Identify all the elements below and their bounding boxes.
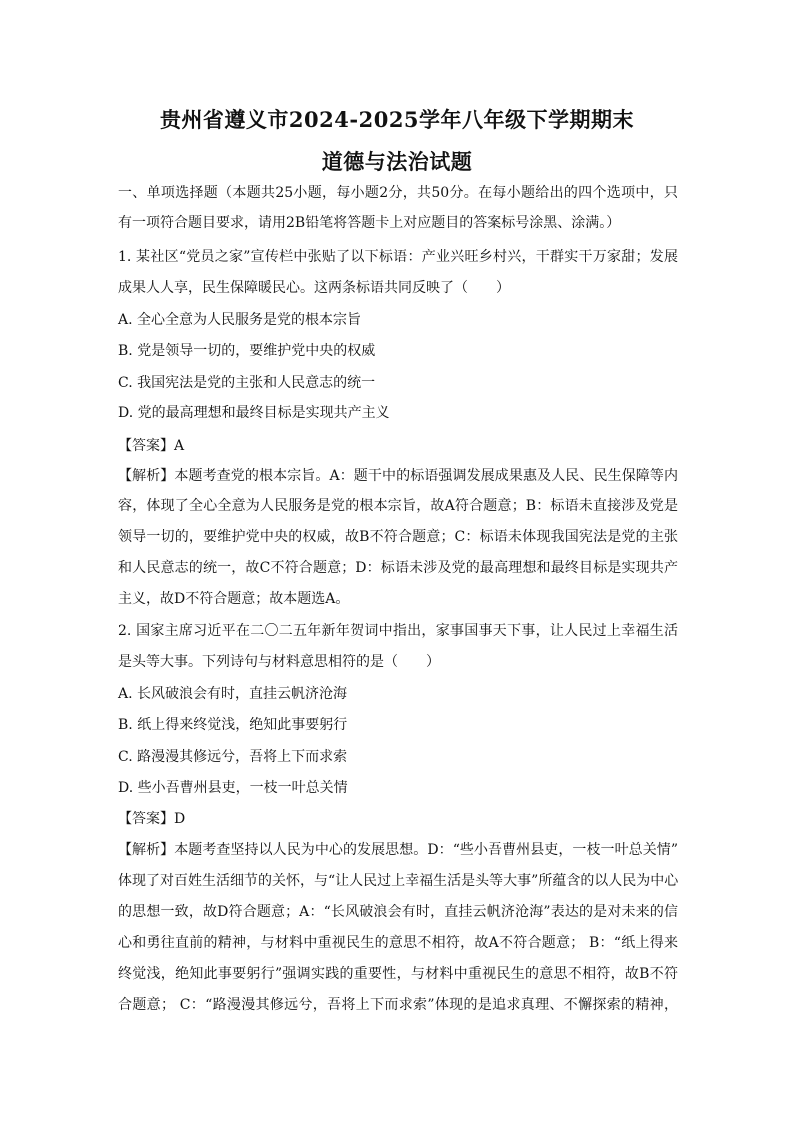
document-title-line1: 贵州省遵义市2024-2025学年八年级下学期期末	[159, 107, 635, 132]
question-2-analysis-line: 【解析】本题考查坚持以人民为中心的发展思想。D：“些小吾曹州县吏，一枝一叶总关情”	[118, 842, 678, 858]
question-2-stem-line: 2. 国家主席习近平在二〇二五年新年贺词中指出，家事国事天下事，让人民过上幸福生活	[118, 623, 678, 639]
question-1-stem-line: 成果人人享，民生保障暖民心。这两条标语共同反映了（ ）	[118, 280, 510, 296]
question-1-option-c: C. 我国宪法是党的主张和人民意志的统一	[118, 375, 376, 391]
question-1-analysis-line: 【解析】本题考查党的根本宗旨。A：题干中的标语强调发展成果惠及人民、民生保障等内	[118, 468, 678, 484]
question-2-option-b: B. 纸上得来终觉浅，绝知此事要躬行	[118, 717, 348, 733]
question-2-analysis-line: 体现了对百姓生活细节的关怀，与“让人民过上幸福生活是头等大事”所蕴含的以人民为中心	[118, 873, 679, 889]
question-2-analysis-line: 终觉浅，绝知此事要躬行”强调实践的重要性，与材料中重视民生的意思不相符，故B不符	[118, 966, 678, 982]
question-1-option-b: B. 党是领导一切的，要维护党中央的权威	[118, 343, 376, 359]
question-1-analysis-line: 主义，故D不符合题意；故本题选A。	[118, 591, 350, 607]
question-1-stem-line: 1. 某社区“党员之家”宣传栏中张贴了以下标语：产业兴旺乡村兴，干群实干万家甜；发展	[118, 249, 678, 265]
question-1-analysis-line: 和人民意志的统一，故C不符合题意；D：标语未涉及党的最高理想和最终目标是实现共产	[118, 560, 678, 576]
question-2-analysis-line: 心和勇往直前的精神，与材料中重视民生的意思不相符，故A不符合题意； B：“纸上得来	[118, 935, 678, 951]
section-header-line: 有一项符合题目要求，请用2B铅笔将答题卡上对应题目的答案标号涂黑、涂满。）	[118, 215, 621, 231]
document-title-line2: 道德与法治试题	[321, 149, 473, 174]
question-2-analysis-line: 合题意； C：“路漫漫其修远兮，吾将上下而求索”体现的是追求真理、不懈探索的精神，	[118, 997, 678, 1013]
question-2-stem-line: 是头等大事。下列诗句与材料意思相符的是（ ）	[118, 654, 440, 670]
section-header-line: 一、单项选择题（本题共25小题，每小题2分，共50分。在每小题给出的四个选项中，只	[118, 185, 678, 201]
question-1-answer: 【答案】A	[118, 438, 185, 454]
question-2-analysis-line: 的思想一致，故D符合题意；A：“长风破浪会有时，直挂云帆济沧海”表达的是对未来的信	[118, 904, 678, 920]
question-1-analysis-line: 领导一切的，要维护党中央的权威，故B不符合题意；C：标语未体现我国宪法是党的主张	[118, 529, 678, 545]
question-1-option-a: A. 全心全意为人民服务是党的根本宗旨	[118, 312, 362, 328]
question-1-option-d: D. 党的最高理想和最终目标是实现共产主义	[118, 405, 390, 421]
question-2-answer: 【答案】D	[118, 811, 186, 827]
question-1-analysis-line: 容，体现了全心全意为人民服务是党的根本宗旨，故A符合题意；B：标语未直接涉及党是	[118, 498, 678, 514]
question-2-option-c: C. 路漫漫其修远兮，吾将上下而求索	[118, 749, 348, 765]
question-2-option-a: A. 长风破浪会有时，直挂云帆济沧海	[118, 686, 348, 702]
question-2-option-d: D. 些小吾曹州县吏，一枝一叶总关情	[118, 780, 348, 796]
